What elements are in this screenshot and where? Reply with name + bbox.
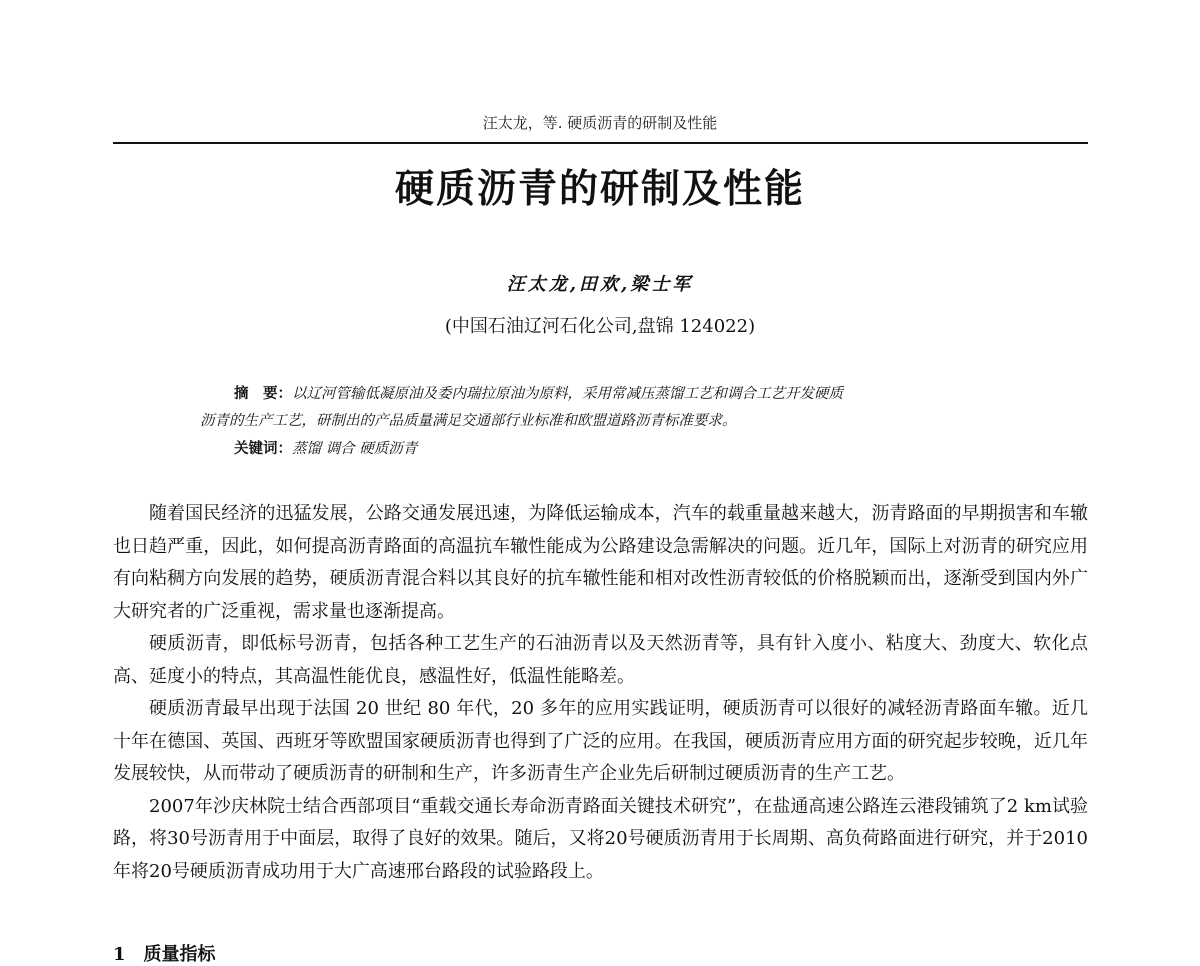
abstract	[200, 380, 1030, 435]
abstract-line-1	[200, 380, 1030, 408]
article-authors: 汪太龙,田欢,梁士军	[506, 274, 694, 295]
body-paragraph: 随着国民经济的迅猛发展，公路交通发展迅速，为降低运输成本，汽车的载重量越来越大，沥青路面的早期损害和车辙也日趋严重，因此，如何提高沥青路面的高温抗车辙性能成为公路建设急需解决的问题。近几年，国际上对沥青的研究应用有向粘稠方向发展的趋势，硬质沥青混合料以其良好的抗车辙性能和相对改性沥青较低的价格脱颖而出，逐渐受到国内外广大研究者的广泛重视，需求量也逐渐提高。	[113, 503, 1088, 622]
body-paragraph: 2007年沙庆林院士结合西部项目“重载交通长寿命沥青路面关键技术研究”，在盐通高速公路连云港段铺筑了2 km试验路，将30号沥青用于中面层，取得了良好的效果。随后，又将20号硬质沥青用于长周期、高负荷路面进行研究，并于2010年将20号硬质沥青成功用于大广高速邢台路段的试验路段上。	[113, 795, 1088, 882]
abstract-text-2: 沥青的生产工艺，研制出的产品质量满足交通部行业标准和欧盟道路沥青标准要求。	[200, 413, 737, 429]
abstract-line-2	[200, 408, 1030, 435]
abstract-text-1: 以辽河管输低凝原油及委内瑞拉原油为原料，采用常减压蒸馏工艺和调合工艺开发硬质	[292, 386, 843, 402]
body-paragraph: 硬质沥青最早出现于法国 20 世纪 80 年代，20 多年的应用实践证明，硬质沥青可以很好的减轻沥青路面车辙。近几十年在德国、英国、西班牙等欧盟国家硬质沥青也得到了广泛的应用。在我国，硬质沥青应用方面的研究起步较晚，近几年发展较快，从而带动了硬质沥青的研制和生产，许多沥青生产企业先后研制过硬质沥青的生产工艺。	[113, 698, 1088, 784]
article-title: 硬质沥青的研制及性能	[394, 167, 805, 212]
keywords-text: 蒸馏 调合 硬质沥青	[292, 441, 418, 457]
article-affiliation: (中国石油辽河石化公司,盘锦 124022)	[444, 316, 756, 337]
body-paragraph: 硬质沥青，即低标号沥青，包括各种工艺生产的石油沥青以及天然沥青等，具有针入度小、粘度大、劲度大、软化点高、延度小的特点，其高温性能优良，感温性好，低温性能略差。	[113, 633, 1088, 687]
body-text	[113, 498, 1088, 888]
running-header: 汪太龙，等. 硬质沥青的研制及性能	[482, 114, 718, 132]
header-rule	[113, 142, 1088, 144]
abstract-label: 摘 要：	[234, 385, 292, 402]
keywords-label: 关键词：	[234, 440, 292, 457]
section-heading: 1 质量指标	[113, 944, 216, 965]
keywords	[234, 437, 417, 458]
